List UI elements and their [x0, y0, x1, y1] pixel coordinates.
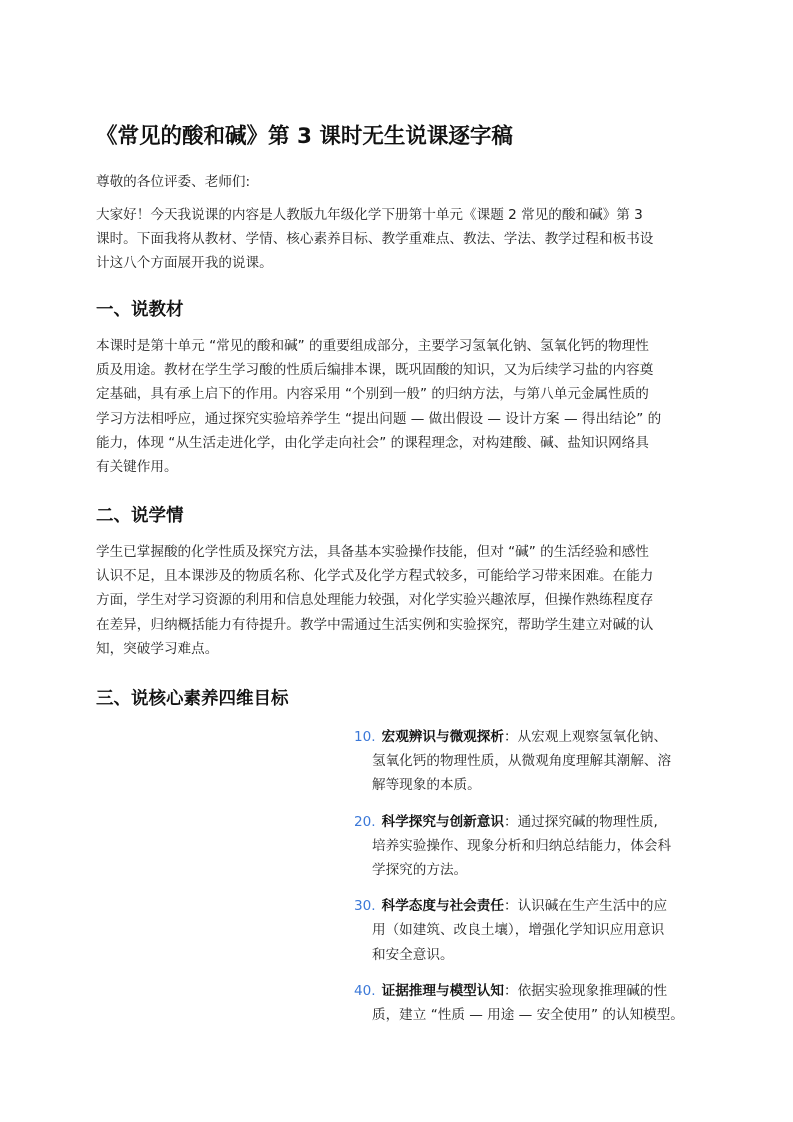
goal-line: 和安全意识。 — [372, 946, 454, 963]
greeting-line: 尊敬的各位评委、老师们: — [96, 174, 251, 190]
goal-line: 质，建立 “性质 — 用途 — 安全使用” 的认知模型。 — [372, 1007, 684, 1024]
list-item — [354, 725, 714, 798]
section-heading-students: 二、说学情 — [96, 506, 184, 526]
page-title: 《常见的酸和碱》第 3 课时无生说课逐字稿 — [96, 124, 513, 149]
intro-line: 大家好！今天我说课的内容是人教版九年级化学下册第十单元《课题 2 常见的酸和碱》第 3 — [96, 207, 643, 223]
goal-label: 科学探究与创新意识 — [381, 813, 504, 830]
section-heading-textbook: 一、说教材 — [96, 300, 184, 320]
paragraph-line: 学习方法相呼应，通过探究实验培养学生 “提出问题 — 做出假设 — 设计方案 — 得出结论” 的 — [96, 410, 662, 427]
paragraph-line: 有关键作用。 — [96, 459, 178, 476]
goal-first-line — [354, 894, 714, 918]
goal-label: 宏观辨识与微观探析 — [381, 729, 504, 745]
goal-separator: ： — [503, 813, 518, 830]
goal-label: 证据推理与模型认知 — [381, 982, 504, 999]
paragraph-line: 方面，学生对学习资源的利用和信息处理能力较强，对化学实验兴趣浓厚，但操作熟练程度存 — [96, 592, 654, 609]
goal-line: 解等现象的本质。 — [372, 777, 481, 794]
paragraph-line: 定基础，具有承上启下的作用。内容采用 “个别到一般” 的归纳方法，与第八单元金属性质的 — [96, 386, 649, 403]
list-item — [354, 979, 714, 1027]
goal-first-line — [354, 725, 714, 749]
section-students-paragraph — [96, 540, 708, 661]
paragraph-line: 质及用途。教材在学生学习酸的性质后编排本课，既巩固酸的知识，又为后续学习盐的内容奠 — [96, 362, 654, 379]
list-item — [354, 810, 714, 883]
paragraph-line: 能力，体现 “从生活走进化学，由化学走向社会” 的课程理念，对构建酸、碱、盐知识网络具 — [96, 434, 649, 451]
goal-line: 用（如建筑、改良土壤），增强化学知识应用意识 — [372, 922, 665, 939]
list-number: 30. — [354, 898, 376, 915]
goal-line: 学探究的方法。 — [372, 862, 468, 879]
greeting — [96, 170, 708, 194]
section-heading-goals: 三、说核心素养四维目标 — [96, 689, 289, 709]
goal-text: 通过探究碱的物理性质, — [517, 813, 658, 830]
goal-line: 氢氧化钙的物理性质，从微观角度理解其潮解、溶 — [372, 753, 672, 770]
list-number: 10. — [354, 729, 376, 745]
goals-list — [354, 725, 714, 1039]
goal-first-line — [354, 979, 714, 1003]
goal-separator: ： — [503, 729, 518, 745]
goal-text: 从宏观上观察氢氧化钠、 — [517, 729, 668, 745]
list-item — [354, 894, 714, 967]
list-number: 40. — [354, 982, 376, 999]
goal-label: 科学态度与社会责任 — [381, 898, 504, 915]
goal-separator: ： — [503, 982, 518, 999]
paragraph-line: 认识不足，且本课涉及的物质名称、化学式及化学方程式较多，可能给学习带来困难。在能力 — [96, 568, 654, 585]
paragraph-line: 学生已掌握酸的化学性质及探究方法，具备基本实验操作技能，但对 “碱” 的生活经验和感性 — [96, 544, 649, 560]
goal-separator: ： — [503, 898, 518, 915]
goal-text: 依据实验现象推理碱的性 — [517, 982, 668, 999]
goal-first-line — [354, 810, 714, 834]
paragraph-line: 知，突破学习难点。 — [96, 640, 219, 657]
list-number: 20. — [354, 813, 376, 830]
intro-paragraph — [96, 203, 708, 276]
intro-line: 课时。下面我将从教材、学情、核心素养目标、教学重难点、教法、学法、教学过程和板书设 — [96, 231, 654, 248]
paragraph-line: 本课时是第十单元 “常见的酸和碱” 的重要组成部分，主要学习氢氧化钠、氢氧化钙的物理性 — [96, 338, 649, 354]
goal-text: 认识碱在生产生活中的应 — [517, 898, 668, 915]
goal-line: 培养实验操作、现象分析和归纳总结能力，体会科 — [372, 837, 672, 854]
section-textbook-paragraph — [96, 334, 708, 479]
paragraph-line: 在差异，归纳概括能力有待提升。教学中需通过生活实例和实验探究，帮助学生建立对碱的认 — [96, 616, 654, 633]
intro-line: 计这八个方面展开我的说课。 — [96, 255, 273, 272]
